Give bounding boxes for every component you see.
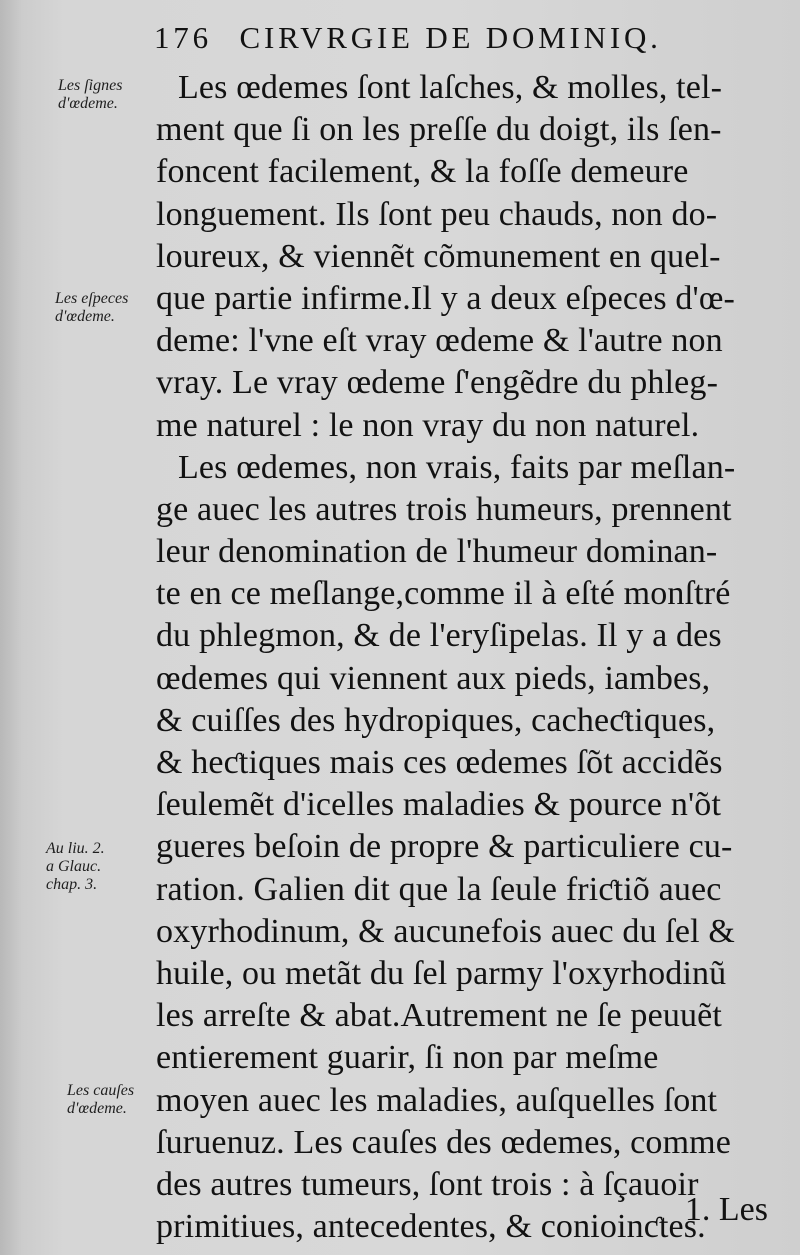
text-line: du phlegmon, & de l'eryſipelas. Il y a des (156, 617, 722, 655)
page-header (154, 18, 754, 58)
text-line: vray. Le vray œdeme ſ'engẽdre du phleg- (156, 364, 719, 402)
page-number: 176 (154, 20, 212, 55)
margin-note-line: Les cauſes (67, 1082, 135, 1099)
text-line: entierement guarir, ſi non par meſme (156, 1039, 659, 1077)
text-line: te en ce meſlange,comme il à eſté monſtré (156, 575, 731, 613)
margin-note-line: Au liu. 2. (46, 840, 105, 857)
text-line: que partie infirme.Il y a deux eſpeces d'œ- (156, 279, 736, 317)
margin-note-line: chap. 3. (46, 876, 98, 893)
margin-note-line: Les ſignes (58, 77, 123, 94)
margin-note-line: d'œdeme. (55, 308, 115, 325)
running-title: CIRVRGIE DE DOMINIQ. (239, 20, 662, 55)
text-line: ſeulemẽt d'icelles maladies & pource n'õt (156, 786, 722, 824)
text-line: oxyrhodinum, & aucunefois auec du ſel & (156, 912, 735, 950)
margin-note-line: Les eſpeces (55, 290, 129, 307)
text-line: ſuruenuz. Les cauſes des œdemes, comme (156, 1123, 732, 1161)
text-line: huile, ou metãt du ſel parmy l'oxyrhodinũ (156, 954, 727, 992)
margin-note-reference (46, 840, 105, 894)
text-line: Les œdemes, non vrais, faits par meſlan- (178, 448, 736, 486)
text-line: leur denomination de l'humeur dominan- (156, 533, 718, 571)
catchword: 1. Les (684, 1191, 768, 1228)
text-line: des autres tumeurs, ſont trois : à ſçauoir (156, 1165, 699, 1203)
text-line: longuement. Ils ſont peu chauds, non do- (156, 195, 718, 233)
text-line: primitiues, antecedentes, & conioinƈtes. (156, 1208, 706, 1246)
text-line: & cuiſſes des hydropiques, cacheƈtiques, (156, 701, 716, 739)
text-line: deme: l'vne eſt vray œdeme & l'autre non (156, 322, 723, 360)
body-text (156, 67, 771, 1248)
text-line: les arreſte & abat.Autrement ne ſe peuuẽt (156, 997, 722, 1035)
margin-note-line: d'œdeme. (58, 95, 118, 112)
text-line: œdemes qui viennent aux pieds, iambes, (156, 659, 711, 697)
text-line: ration. Galien dit que la ſeule friƈtiõ auec (156, 870, 722, 908)
text-line: gueres beſoin de propre & particuliere cu- (156, 828, 733, 866)
text-line: ment que ſi on les preſſe du doigt, ils ſen- (156, 111, 722, 149)
margin-note-signes (58, 77, 122, 113)
text-line: & heƈtiques mais ces œdemes ſõt accidẽs (156, 744, 723, 781)
text-line: ge auec les autres trois humeurs, prennent (156, 490, 732, 528)
text-line: foncent facilement, & la foſſe demeure (156, 153, 689, 191)
margin-note-causes (67, 1082, 134, 1118)
text-line: Les œdemes ſont laſches, & molles, tel- (178, 69, 723, 106)
margin-note-line: a Glauc. (46, 858, 102, 875)
text-line: moyen auec les maladies, auſquelles ſont (156, 1081, 718, 1119)
text-line: me naturel : le non vray du non naturel. (156, 406, 700, 444)
text-line: loureux, & viennẽt cõmunement en quel- (156, 237, 721, 275)
margin-note-especes (55, 290, 128, 326)
margin-note-line: d'œdeme. (67, 1100, 127, 1117)
